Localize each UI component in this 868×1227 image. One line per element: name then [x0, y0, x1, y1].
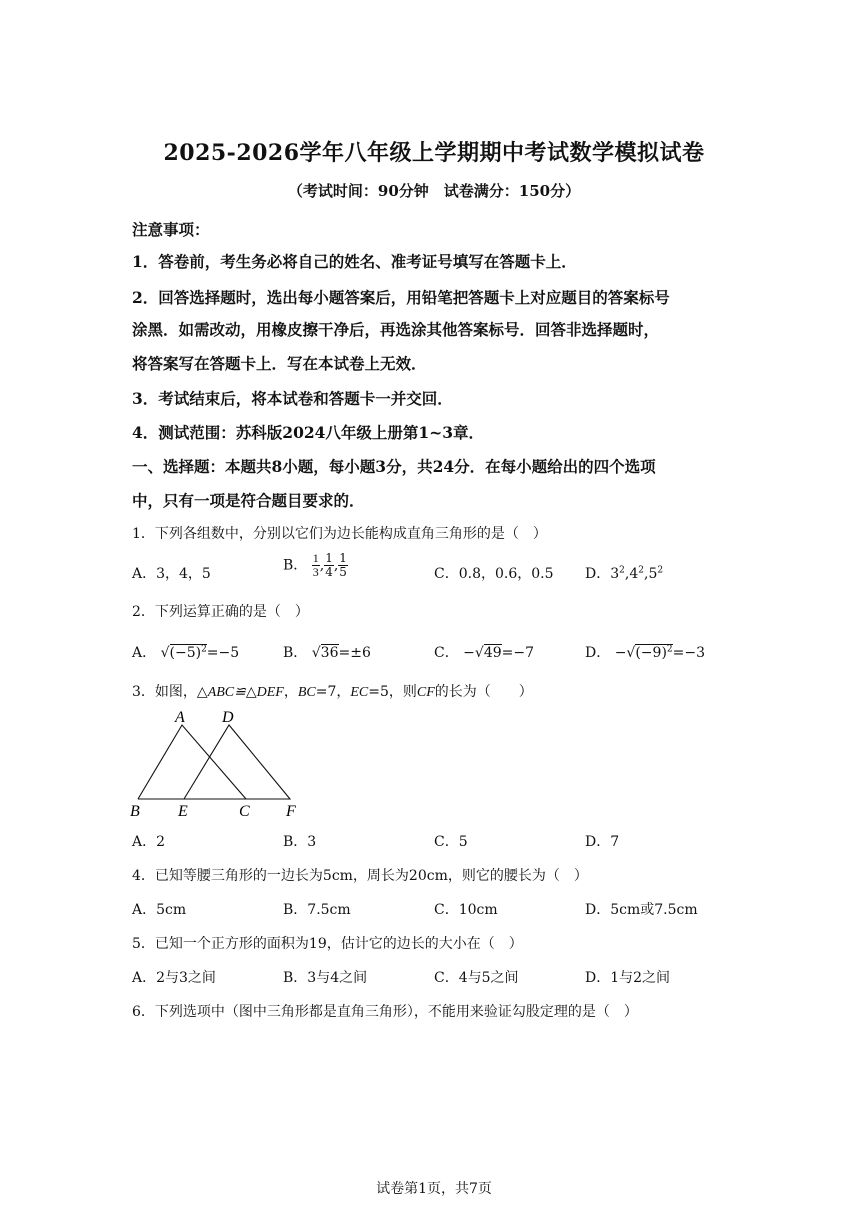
triangle-abc: [138, 725, 246, 799]
q3-option-a: A．2: [132, 834, 166, 850]
question-1-stem: 1．下列各组数中，分别以它们为边长能构成直角三角形的是（ ）: [132, 526, 547, 542]
notice-item-2-cont: 涂黑．如需改动，用橡皮擦干净后，再选涂其他答案标号．回答非选择题时，: [132, 320, 660, 339]
question-2-stem: 2．下列运算正确的是（ ）: [132, 604, 309, 620]
notice-item-2: 2．回答选择题时，选出每小题答案后，用铅笔把答题卡上对应题目的答案标号: [132, 288, 670, 307]
notice-item-2-cont2: 将答案写在答题卡上．写在本试卷上无效．: [132, 354, 427, 373]
q3-option-b: B．3: [283, 834, 317, 850]
question-3-stem: 3．如图，△ABC≌△DEF，BC=7，EC=5，则CF的长为（ ）: [132, 684, 533, 700]
label-d: D: [222, 709, 234, 726]
q3-option-d: D．7: [585, 834, 620, 850]
q2-option-a: A． $√(-5)^2=-5$: [132, 644, 240, 661]
fraction: $\frac{1}{4}$: [325, 551, 333, 579]
sqrt-icon: √: [626, 645, 636, 661]
triangle-figure: [128, 706, 308, 822]
fraction: $\frac{1}{3}$: [312, 551, 319, 579]
q3-option-c: C．5: [434, 834, 468, 850]
q4-option-b: B．7.5cm: [283, 902, 351, 918]
label-e: E: [178, 803, 188, 820]
label-a: A: [175, 709, 185, 726]
label-b: B: [130, 803, 140, 820]
fraction: $\frac{1}{5}$: [339, 551, 347, 579]
sqrt-icon: √: [160, 645, 170, 661]
q4-option-d: D．5cm或7.5cm: [585, 902, 698, 918]
sqrt-icon: √: [474, 645, 484, 661]
exam-subtitle: （考试时间：90分钟 试卷满分：150分）: [287, 182, 581, 200]
label-c: C: [239, 803, 250, 820]
section-heading-cont: 中，只有一项是符合题目要求的．: [132, 491, 365, 510]
notice-item-4: 4．测试范围：苏科版2024八年级上册第1~3章．: [132, 423, 484, 442]
question-5-stem: 5．已知一个正方形的面积为19，估计它的边长的大小在（ ）: [132, 936, 523, 952]
notice-item-1: 1．答卷前，考生务必将自己的姓名、准考证号填写在答题卡上．: [132, 252, 577, 271]
q5-option-a: A．2与3之间: [132, 970, 216, 986]
q1-option-a: A．3，4，5: [132, 566, 211, 582]
q1-option-c: C．0.8，0.6，0.5: [434, 566, 554, 582]
q5-option-b: B．3与4之间: [283, 970, 368, 986]
section-heading: 一、选择题：本题共8小题，每小题3分，共24分．在每小题给出的四个选项: [132, 457, 656, 476]
page-footer: 试卷第1页，共7页: [376, 1181, 492, 1197]
q2-option-b: B． √36=±6: [283, 645, 371, 661]
q5-option-c: C．4与5之间: [434, 970, 519, 986]
exam-title: 2025-2026学年八年级上学期期中考试数学模拟试卷: [163, 140, 705, 166]
label-f: F: [286, 803, 296, 820]
question-6-stem: 6．下列选项中（图中三角形都是直角三角形），不能用来验证勾股定理的是（ ）: [132, 1004, 638, 1020]
q5-option-d: D．1与2之间: [585, 970, 671, 986]
notice-item-3: 3．考试结束后，将本试卷和答题卡一并交回．: [132, 389, 453, 408]
q1-option-d: D．$3^2,4^2,5^2$: [585, 565, 664, 582]
q1-option-b: B． $\frac{1}{3}$ , $\frac{1}{4}$ , $\frac{1}{5}$: [283, 551, 347, 579]
sqrt-icon: √: [311, 645, 321, 661]
q2-option-c: C． −√49=−7: [434, 645, 535, 661]
q4-option-c: C．10cm: [434, 902, 498, 918]
notice-heading: 注意事项：: [132, 220, 210, 239]
question-4-stem: 4．已知等腰三角形的一边长为5cm，周长为20cm，则它的腰长为（ ）: [132, 868, 588, 884]
q2-option-d: D． $-√(-9)^2=-3$: [585, 644, 706, 661]
q4-option-a: A．5cm: [132, 902, 187, 918]
